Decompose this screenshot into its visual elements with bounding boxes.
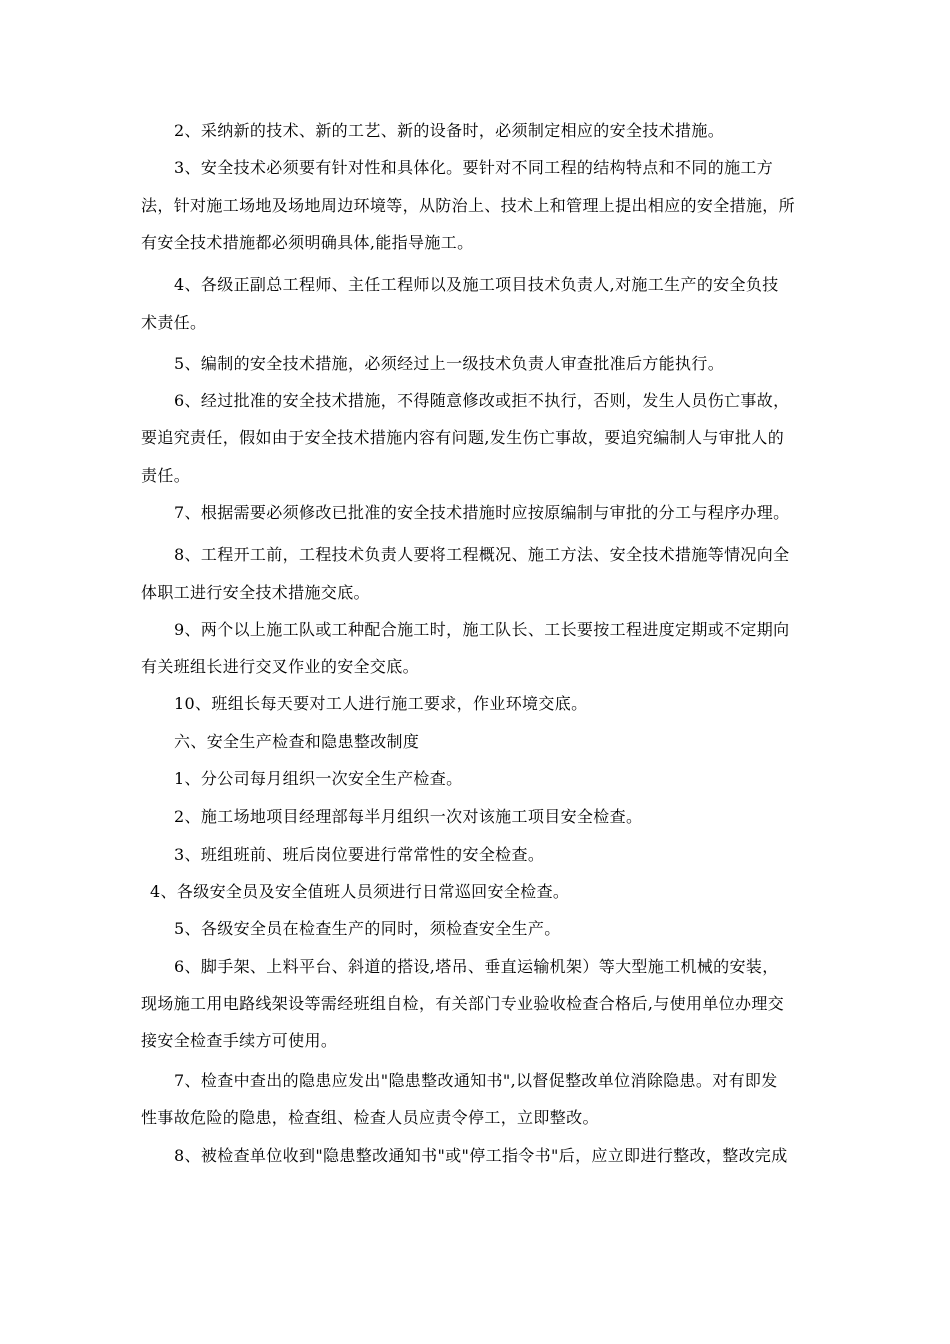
paragraph-line: 7、检查中查出的隐患应发出"隐患整改通知书",以督促整改单位消除隐患。对有即发 — [174, 1071, 778, 1090]
paragraph-line: 有安全技术措施都必须明确具体,能指导施工。 — [141, 233, 474, 252]
paragraph-line: 6、脚手架、上料平台、斜道的搭设,塔吊、垂直运输机架）等大型施工机械的安装， — [174, 957, 779, 976]
paragraph-line: 2、施工场地项目经理部每半月组织一次对该施工项目安全检查。 — [174, 807, 643, 826]
paragraph-line: 9、两个以上施工队或工种配合施工时，施工队长、工长要按工程进度定期或不定期向 — [174, 620, 790, 639]
paragraph-line: 要追究责任，假如由于安全技术措施内容有问题,发生伤亡事故，要追究编制人与审批人的 — [141, 428, 785, 447]
paragraph-line: 1、分公司每月组织一次安全生产检查。 — [174, 769, 463, 788]
paragraph-line: 责任。 — [141, 466, 191, 485]
paragraph-line: 4、各级正副总工程师、主任工程师以及施工项目技术负责人,对施工生产的安全负技 — [174, 275, 779, 294]
section-heading: 六、安全生产检查和隐患整改制度 — [174, 732, 420, 751]
paragraph-line: 5、各级安全员在检查生产的同时，须检查安全生产。 — [174, 919, 561, 938]
paragraph-line: 法，针对施工场地及场地周边环境等，从防治上、技术上和管理上提出相应的安全措施，所 — [141, 196, 796, 215]
paragraph-line: 体职工进行安全技术措施交底。 — [141, 583, 370, 602]
paragraph-line: 3、班组班前、班后岗位要进行常常性的安全检查。 — [174, 845, 545, 864]
paragraph-line: 5、编制的安全技术措施，必须经过上一级技术负责人审查批准后方能执行。 — [174, 354, 725, 373]
paragraph-line: 2、采纳新的技术、新的工艺、新的设备时，必须制定相应的安全技术措施。 — [174, 121, 725, 140]
paragraph-line: 8、工程开工前，工程技术负责人要将工程概况、施工方法、安全技术措施等情况向全 — [174, 545, 790, 564]
paragraph-line: 8、被检查单位收到"隐患整改通知书"或"停工指令书"后，应立即进行整改，整改完成 — [174, 1146, 788, 1165]
paragraph-line: 3、安全技术必须要有针对性和具体化。要针对不同工程的结构特点和不同的施工方 — [174, 158, 774, 177]
paragraph-line: 7、根据需要必须修改已批准的安全技术措施时应按原编制与审批的分工与程序办理。 — [174, 503, 790, 522]
paragraph-line: 性事故危险的隐患，检查组、检查人员应责令停工，立即整改。 — [141, 1108, 599, 1127]
paragraph-line: 6、经过批准的安全技术措施，不得随意修改或拒不执行，否则，发生人员伤亡事故， — [174, 391, 790, 410]
paragraph-line: 术责任。 — [141, 313, 207, 332]
paragraph-line: 接安全检查手续方可使用。 — [141, 1031, 338, 1050]
paragraph-line: 现场施工用电路线架设等需经班组自检，有关部门专业验收检查合格后,与使用单位办理交 — [141, 994, 785, 1013]
paragraph-line: 10、班组长每天要对工人进行施工要求，作业环境交底。 — [174, 694, 588, 713]
paragraph-line: 4、各级安全员及安全值班人员须进行日常巡回安全检查。 — [150, 882, 570, 901]
paragraph-line: 有关班组长进行交叉作业的安全交底。 — [141, 657, 419, 676]
